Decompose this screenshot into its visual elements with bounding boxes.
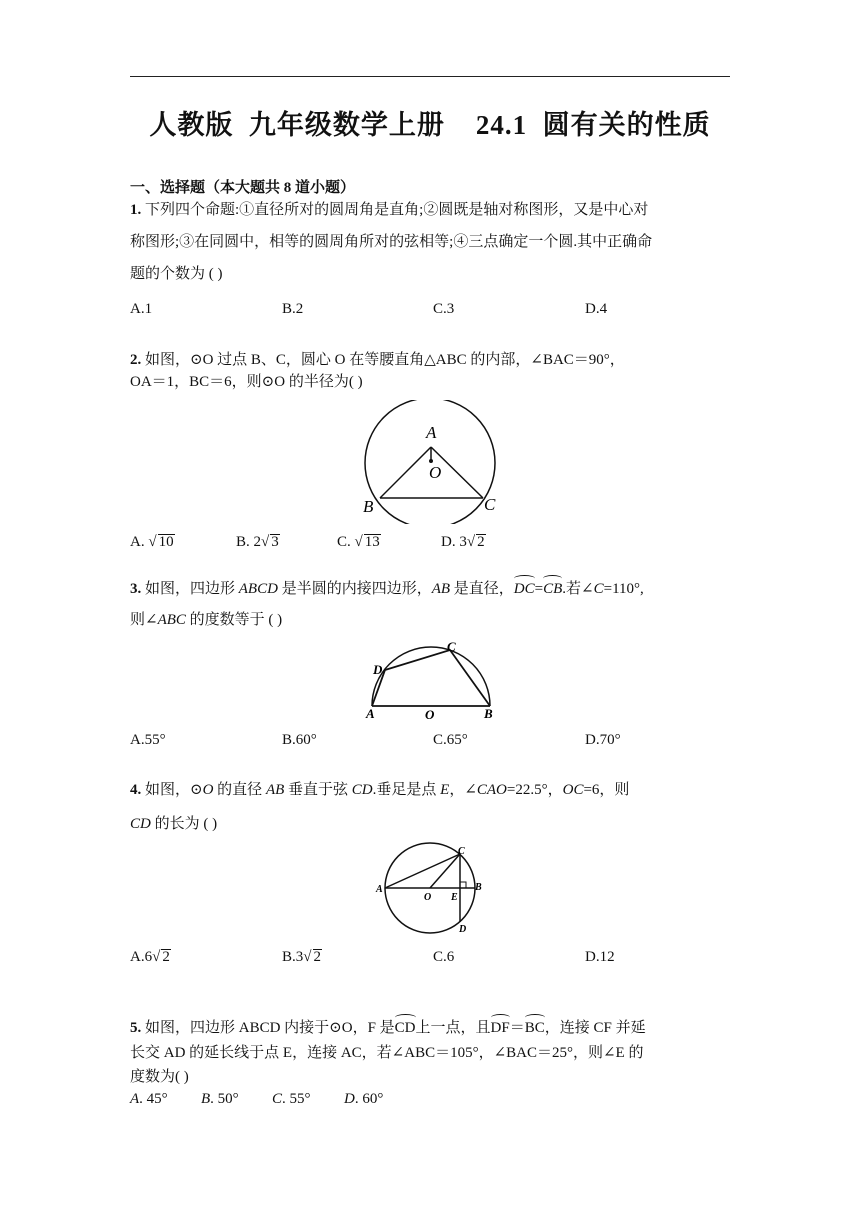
q4-text-h: E (440, 782, 450, 798)
page-title: 人教版 九年级数学上册 24.1 圆有关的性质 (149, 110, 711, 140)
q2-line-2: OA＝1，BC＝6，则⊙O 的半径为( ) (130, 374, 363, 390)
q4-option-b-radicand: 2 (313, 949, 321, 965)
q4-label-d: D (459, 924, 467, 935)
q4-number: 4. (130, 782, 142, 798)
section-heading: 一、选择题（本大题共 8 道小题） (130, 180, 356, 196)
q5-text-b: 上一点，且 (415, 1020, 491, 1036)
q3-label-d: D (373, 662, 383, 677)
q4-text-k: =22.5°， (506, 782, 563, 798)
q2-option-d-coef: 3 (459, 534, 467, 550)
q2-label-o: O (429, 463, 442, 482)
q5-line-3: 度数为( ) (130, 1069, 189, 1085)
q1-line-1 (130, 200, 730, 220)
q4-text-l: OC (562, 782, 584, 798)
q2-option-c-prefix: C. (337, 534, 355, 550)
q2-label-b: B (363, 497, 374, 516)
q2-line-1 (130, 350, 730, 370)
q2-option-a[interactable]: A. √ 10 (130, 534, 174, 550)
q5-text-a: 如图，四边形 ABCD 内接于⊙O，F 是 (145, 1020, 395, 1036)
q3-text-2a: 则∠ (130, 612, 158, 628)
q5-option-d[interactable] (344, 1089, 383, 1109)
q3-line-1 (130, 577, 730, 599)
q4-text-g: .垂足是点 (372, 782, 441, 798)
q4-text-j: CAO (476, 782, 507, 798)
q4-option-a-prefix: A.6 (130, 949, 153, 965)
q4-segment-oc (430, 854, 460, 888)
q3-text-2c: 的度数等于 ( ) (185, 612, 283, 628)
q5-line-2: 长交 AD 的延长线于点 E，连接 AC，若∠ABC＝105°，∠BAC＝25°，则∠E 的 (130, 1045, 644, 1061)
q3-label-b: B (484, 706, 493, 721)
q4-line-1 (130, 780, 730, 800)
q5-arc-cd: CD (395, 1016, 416, 1038)
q4-text-2a: CD (130, 816, 151, 832)
q5-number: 5. (130, 1020, 142, 1036)
q3-arc-dc: DC (514, 577, 535, 599)
q2-option-b-radicand: 3 (271, 534, 279, 550)
q5-text-c: ＝ (509, 1020, 525, 1036)
q2-option-c-radicand: 13 (364, 534, 380, 550)
q1-line-2: 称图形;③在同圆中，相等的圆周角所对的弦相等;④三点确定一个圆.其中正确命 (130, 234, 653, 250)
q4-option-d[interactable]: D.12 (585, 949, 615, 965)
q4-label-a: A (376, 884, 383, 895)
q5-option-c-value: . 55° (282, 1091, 311, 1107)
q5-option-c[interactable] (272, 1089, 311, 1109)
q5-option-d-letter: D (344, 1091, 355, 1107)
q1-option-d[interactable]: D.4 (585, 301, 608, 317)
q3-text-f: .若∠ (562, 581, 594, 597)
q2-option-d[interactable]: D. 3√ 2 (441, 534, 485, 550)
q2-option-b-coef: 2 (253, 534, 262, 550)
header-rule (130, 76, 730, 77)
q4-text-m: =6，则 (583, 782, 630, 798)
q2-segment-ab (380, 447, 431, 498)
q2-number: 2. (130, 352, 142, 368)
q4-label-c: C (458, 846, 465, 857)
q3-number: 3. (130, 581, 142, 597)
q3-quadrilateral (372, 650, 490, 706)
q3-figure (360, 638, 506, 722)
q5-arc-df: DF (491, 1016, 510, 1038)
q4-text-2b: 的长为 ( ) (150, 816, 218, 832)
q2-figure (360, 400, 500, 524)
q3-text-b: ABCD (238, 581, 278, 597)
q2-option-c[interactable]: C. √ 13 (337, 534, 380, 550)
q5-option-b-letter: B (201, 1091, 211, 1107)
q4-label-o: O (424, 892, 432, 903)
q2-option-a-radicand: 10 (158, 534, 174, 550)
q3-option-c[interactable]: C.65° (433, 732, 468, 748)
q5-option-a-letter: A (130, 1091, 140, 1107)
q4-option-b[interactable]: B.3√ 2 (282, 949, 321, 965)
q5-arc-bc: BC (525, 1016, 545, 1038)
q4-label-b: B (475, 882, 482, 893)
q3-text-d: AB (431, 581, 451, 597)
q2-label-a: A (426, 423, 437, 442)
q4-right-angle (460, 882, 466, 888)
q5-option-b[interactable] (201, 1089, 239, 1109)
q1-number: 1. (130, 202, 142, 218)
q3-text-g: C (593, 581, 604, 597)
q3-option-a[interactable]: A.55° (130, 732, 166, 748)
q3-text-a: 如图，四边形 (145, 581, 239, 597)
q4-option-b-prefix: B.3 (282, 949, 304, 965)
q1-option-a[interactable]: A.1 (130, 301, 153, 317)
q5-text-d: ，连接 CF 并延 (544, 1020, 646, 1036)
q4-text-a: 如图，⊙ (145, 782, 203, 798)
q4-text-c: 的直径 (213, 782, 266, 798)
q3-option-b[interactable]: B.60° (282, 732, 317, 748)
q3-text-2b: ABC (157, 612, 186, 628)
q3-label-o: O (425, 707, 435, 722)
q4-option-a[interactable]: A.6√ 2 (130, 949, 170, 965)
q3-text-h: =110°, (603, 581, 644, 597)
q2-option-d-prefix: D. (441, 534, 460, 550)
q2-option-d-radicand: 2 (477, 534, 485, 550)
q3-label-c: C (447, 639, 456, 654)
q2-text-1: 如图，⊙O 过点 B、C，圆心 O 在等腰直角△ABC 的内部，∠BAC＝90°， (145, 352, 625, 368)
q1-text-1: 下列四个命题:①直径所对的圆周角是直角;②圆既是轴对称图形，又是中心对 (145, 202, 649, 218)
q4-line-2 (130, 814, 730, 834)
q2-option-b-prefix: B. (236, 534, 254, 550)
q3-line-2 (130, 610, 730, 630)
q2-label-c: C (484, 495, 496, 514)
q4-label-e: E (451, 892, 458, 903)
q3-arc-cb: CB (543, 577, 562, 599)
q5-line-1 (130, 1016, 730, 1038)
q5-option-b-value: . 50° (210, 1091, 239, 1107)
q3-text-e: 是直径， (450, 581, 514, 597)
q4-text-i: ，∠ (449, 782, 477, 798)
q5-option-a-value: . 45° (139, 1091, 168, 1107)
q4-text-b: O (202, 782, 214, 798)
q3-text-c: 是半圆的内接四边形， (277, 581, 432, 597)
q5-option-d-value: . 60° (354, 1091, 384, 1107)
q4-text-e: 垂直于弦 (284, 782, 352, 798)
q4-text-f: CD (351, 782, 373, 798)
q5-option-c-letter: C (272, 1091, 283, 1107)
q2-option-b[interactable]: B. 2√ 3 (236, 534, 279, 550)
q4-option-a-radicand: 2 (162, 949, 170, 965)
q5-option-a[interactable] (130, 1089, 168, 1109)
q1-line-3: 题的个数为 ( ) (130, 266, 223, 282)
q3-eq: = (534, 581, 544, 597)
q4-figure (374, 842, 490, 938)
q4-text-d: AB (265, 782, 285, 798)
q3-label-a: A (366, 706, 375, 721)
q3-option-d[interactable]: D.70° (585, 732, 621, 748)
q1-option-b[interactable]: B.2 (282, 301, 304, 317)
q4-option-c[interactable]: C.6 (433, 949, 455, 965)
q1-option-c[interactable]: C.3 (433, 301, 455, 317)
q2-option-a-prefix: A. (130, 534, 149, 550)
